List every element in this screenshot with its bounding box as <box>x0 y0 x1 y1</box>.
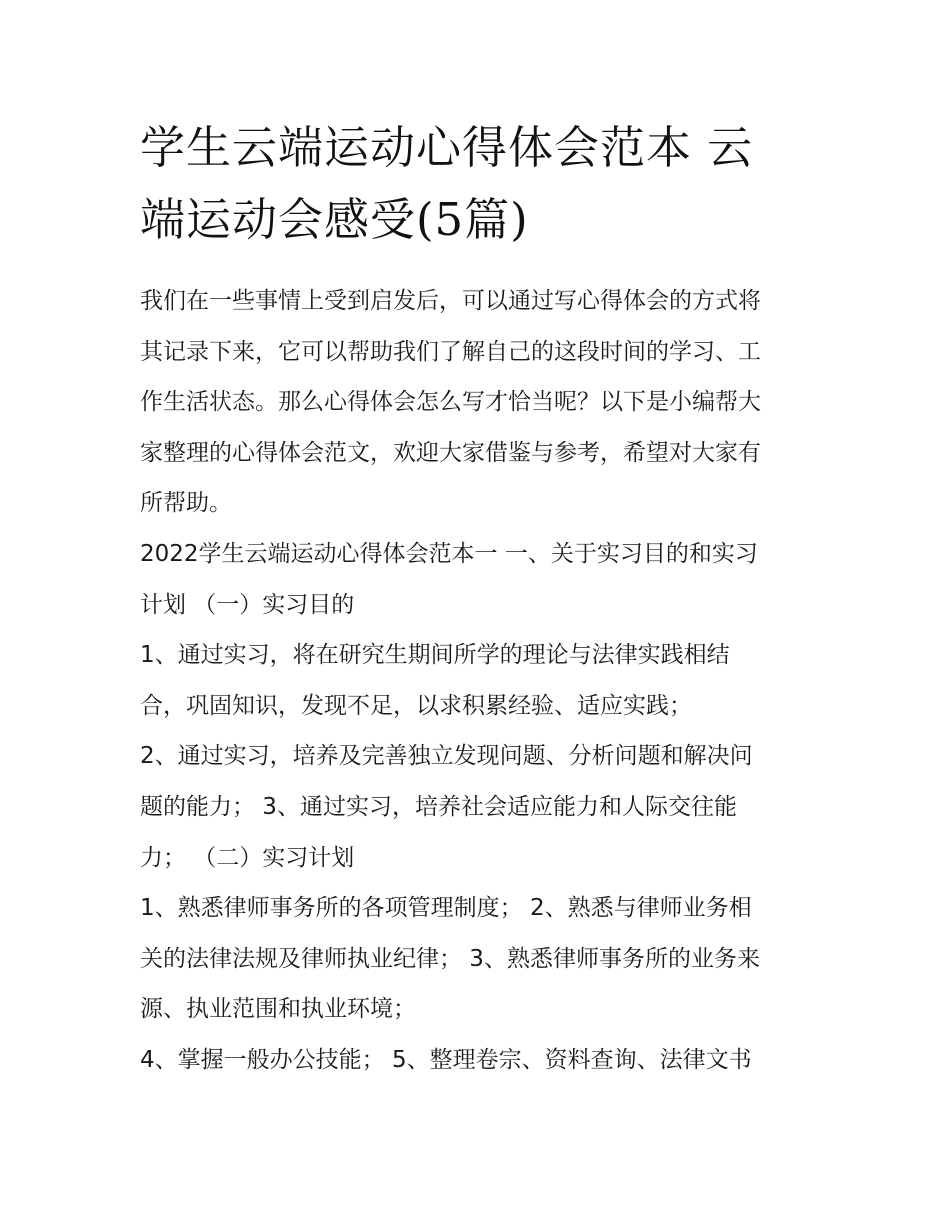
list-item-paragraph: 1、通过实习，将在研究生期间所学的理论与法律实践相结 合，巩固知识，发现不足，以求积累经验、适应实践； <box>140 642 730 719</box>
section-heading-paragraph: 2022学生云端运动心得体会范本一 一、关于实习目的和实习 计划 （一）实习目的 <box>140 540 758 618</box>
intro-paragraph: 我们在一些事情上受到启发后，可以通过写心得体会的方式将 其记录下来，它可以帮助我们了解自己的这段时间的学习、工 作生活状态。那么心得体会怎么写才恰当呢？以下是小编帮大 家整理的心得体会范文，欢迎大家借鉴与参考，希望对大家有 所帮助。 <box>140 288 761 517</box>
document-body <box>140 276 816 1086</box>
list-item-paragraph: 1、熟悉律师事务所的各项管理制度； 2、熟悉与律师业务相 关的法律法规及律师执业纪律； 3、熟悉律师事务所的业务来 源、执业范围和执业环境； <box>140 895 760 1023</box>
document-title: 学生云端运动心得体会范本 云 端运动会感受(5篇) <box>140 121 754 246</box>
list-item-paragraph: 4、掌握一般办公技能； 5、整理卷宗、资料查询、法律文书 <box>140 1046 752 1073</box>
list-item-paragraph: 2、通过实习，培养及完善独立发现问题、分析问题和解决问 题的能力； 3、通过实习，培养社会适应能力和人际交往能 力； （二）实习计划 <box>140 743 753 871</box>
